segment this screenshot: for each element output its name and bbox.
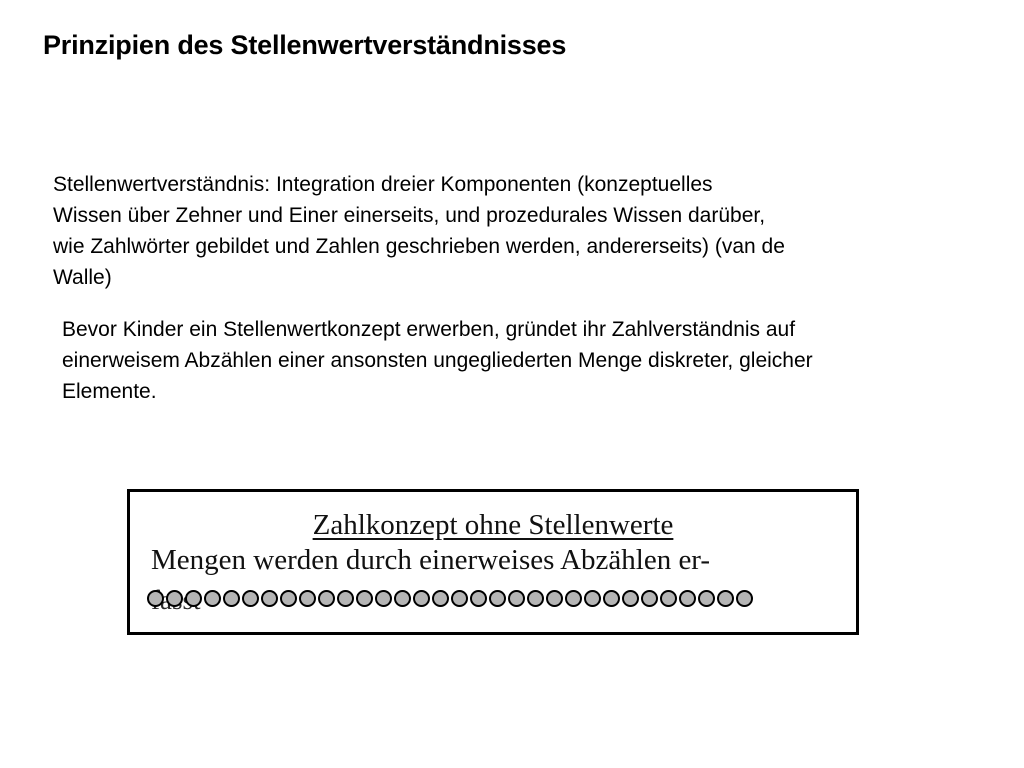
counting-dot <box>717 590 734 607</box>
paragraph-line: Bevor Kinder ein Stellenwertkonzept erwerben, gründet ihr Zahlverständnis auf <box>62 318 796 341</box>
figure-text: Mengen werden durch einerweises Abzählen er- <box>151 544 711 576</box>
slide-title: Prinzipien des Stellenwertverständnisses <box>43 30 567 60</box>
counting-dot <box>451 590 468 607</box>
counting-dot <box>432 590 449 607</box>
paragraph-line: wie Zahlwörter gebildet und Zahlen geschrieben werden, andererseits) (van de <box>53 235 785 258</box>
counting-dot <box>527 590 544 607</box>
counting-dot <box>242 590 259 607</box>
counting-dot <box>147 590 164 607</box>
paragraph-line: Walle) <box>53 266 112 289</box>
counting-dot <box>299 590 316 607</box>
counting-dot <box>337 590 354 607</box>
counting-dot <box>584 590 601 607</box>
counting-dot <box>660 590 677 607</box>
figure-box <box>127 489 859 635</box>
counting-dot <box>413 590 430 607</box>
paragraph-children <box>62 314 1002 407</box>
counting-dot <box>565 590 582 607</box>
counting-dot <box>204 590 221 607</box>
counting-dot <box>470 590 487 607</box>
counting-dot <box>356 590 373 607</box>
dot-row <box>147 590 753 607</box>
paragraph-definition <box>53 169 983 293</box>
counting-dot <box>166 590 183 607</box>
counting-dot <box>394 590 411 607</box>
counting-dot <box>603 590 620 607</box>
counting-dot <box>489 590 506 607</box>
counting-dot <box>641 590 658 607</box>
paragraph-line: Stellenwertverständnis: Integration dreier Komponenten (konzeptuelles <box>53 173 713 196</box>
counting-dot <box>622 590 639 607</box>
counting-dot <box>736 590 753 607</box>
counting-dot <box>546 590 563 607</box>
counting-dot <box>185 590 202 607</box>
counting-dot <box>508 590 525 607</box>
paragraph-line: einerweisem Abzählen einer ansonsten ungegliederten Menge diskreter, gleicher <box>62 349 813 372</box>
figure-heading: Zahlkonzept ohne Stellenwerte <box>312 509 674 541</box>
counting-dot <box>261 590 278 607</box>
counting-dot <box>679 590 696 607</box>
counting-dot <box>280 590 297 607</box>
counting-dot <box>698 590 715 607</box>
paragraph-line: Elemente. <box>62 380 157 403</box>
counting-dot <box>223 590 240 607</box>
counting-dot <box>318 590 335 607</box>
counting-dot <box>375 590 392 607</box>
paragraph-line: Wissen über Zehner und Einer einerseits, und prozedurales Wissen darüber, <box>53 204 766 227</box>
